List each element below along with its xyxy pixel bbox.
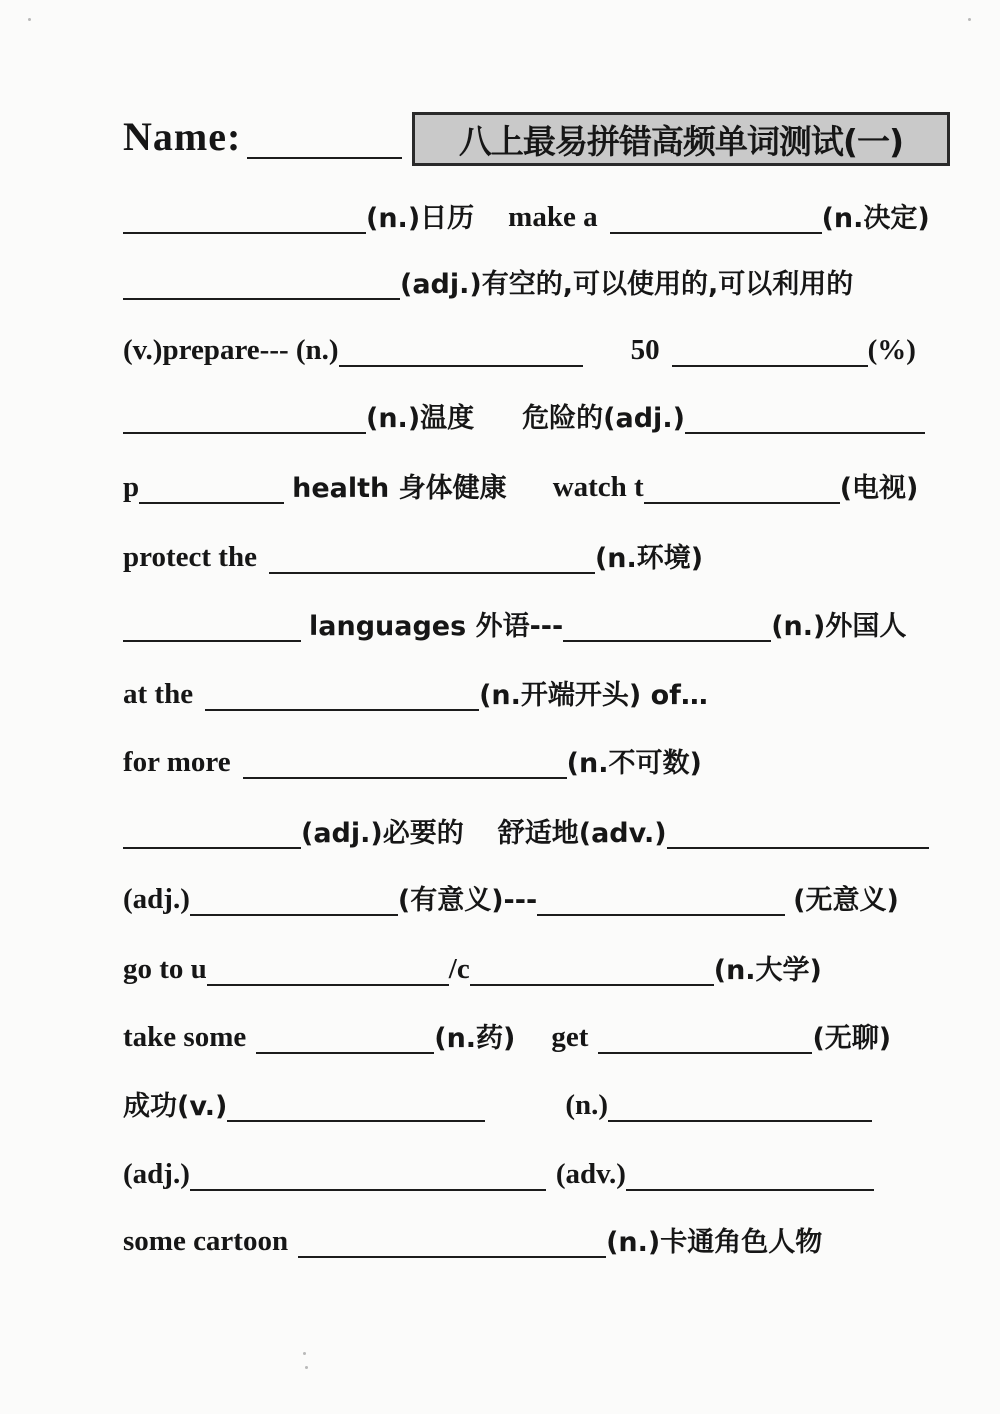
answer-blank[interactable] [608,1090,872,1122]
answer-blank[interactable] [123,202,366,234]
row-text: 危险的(adj.) [522,403,685,434]
answer-blank[interactable] [537,884,785,916]
row-text: /c [448,953,470,985]
question-row [123,735,702,779]
answer-blank[interactable] [298,1226,606,1258]
row-text: (n.) [565,1089,609,1121]
row-text: (n.大学) [713,955,822,986]
row-text: (无意义) [793,885,899,916]
answer-blank[interactable] [227,1090,485,1122]
question-row [123,1147,874,1191]
row-text: (n.决定) [821,203,930,234]
answer-blank[interactable] [685,402,925,434]
row-text: (n.开端开头) of… [479,680,708,711]
answer-blank[interactable] [123,268,400,300]
scan-speck [305,1366,308,1369]
question-row [123,598,906,642]
answer-blank[interactable] [644,472,840,504]
question-row [123,460,918,504]
question-row [123,323,916,367]
answer-blank[interactable] [672,335,868,367]
answer-blank[interactable] [269,542,595,574]
worksheet-title: 八上最易拼错高频单词测试(一) [412,112,950,166]
row-text: take some [123,1021,247,1053]
answer-blank[interactable] [205,679,479,711]
question-row [123,1078,872,1122]
name-blank[interactable] [247,123,402,159]
question-row [123,390,925,434]
answer-blank[interactable] [139,472,284,504]
name-label: Name: [123,114,242,159]
answer-blank[interactable] [207,954,449,986]
answer-blank[interactable] [190,884,398,916]
row-text: for more [123,746,231,778]
row-text: 50 [630,334,660,366]
row-text: (n.不可数) [566,748,702,779]
row-text: (n.)日历 [366,203,475,234]
answer-blank[interactable] [339,335,583,367]
row-text: (无聊) [812,1023,892,1054]
row-text: (n.)温度 [366,403,475,434]
row-text: p [123,471,140,503]
row-text: health 身体健康 [292,473,507,504]
answer-blank[interactable] [256,1022,434,1054]
answer-blank[interactable] [626,1159,874,1191]
row-text: at the [123,678,194,710]
answer-blank[interactable] [190,1159,546,1191]
row-text: (n.环境) [594,543,704,574]
answer-blank[interactable] [470,954,714,986]
question-row [123,1214,822,1258]
row-text: (adj.) [123,1158,190,1190]
question-row [123,190,930,234]
row-text: (电视) [839,473,919,504]
question-row [123,256,853,300]
answer-blank[interactable] [610,202,822,234]
question-row [123,667,708,711]
row-text: go to u [123,953,207,985]
row-text: get [551,1021,589,1053]
scan-speck [28,18,31,21]
question-row [123,872,899,916]
row-text: (%) [867,334,916,366]
row-text: (adj.) [123,883,190,915]
row-text: (n.)卡通角色人物 [606,1227,823,1258]
row-text: 舒适地(adv.) [497,818,667,849]
question-row [123,530,703,574]
row-text: (n.药) [434,1023,516,1054]
row-text: (有意义)--- [397,885,538,916]
answer-blank[interactable] [563,610,771,642]
answer-blank[interactable] [598,1022,812,1054]
row-text: languages 外语--- [309,611,564,642]
row-text: (adv.) [555,1158,626,1190]
row-text: some cartoon [123,1225,289,1257]
row-text: (adj.)必要的 [301,818,464,849]
question-row [123,942,822,986]
row-text: watch t [552,471,644,503]
row-text: (n.)外国人 [771,611,907,642]
row-text: 成功(v.) [123,1091,228,1122]
scan-speck [303,1352,306,1355]
row-text: protect the [123,541,257,573]
question-row [123,1010,891,1054]
row-text: make a [508,201,598,233]
answer-blank[interactable] [123,610,301,642]
answer-blank[interactable] [123,817,301,849]
row-text: (adj.)有空的,可以使用的,可以利用的 [400,269,854,300]
question-row [123,805,929,849]
scan-speck [968,18,971,21]
row-text: (v.)prepare--- (n.) [123,334,339,366]
answer-blank[interactable] [123,402,366,434]
name-field [123,114,402,159]
answer-blank[interactable] [667,817,929,849]
answer-blank[interactable] [243,747,567,779]
